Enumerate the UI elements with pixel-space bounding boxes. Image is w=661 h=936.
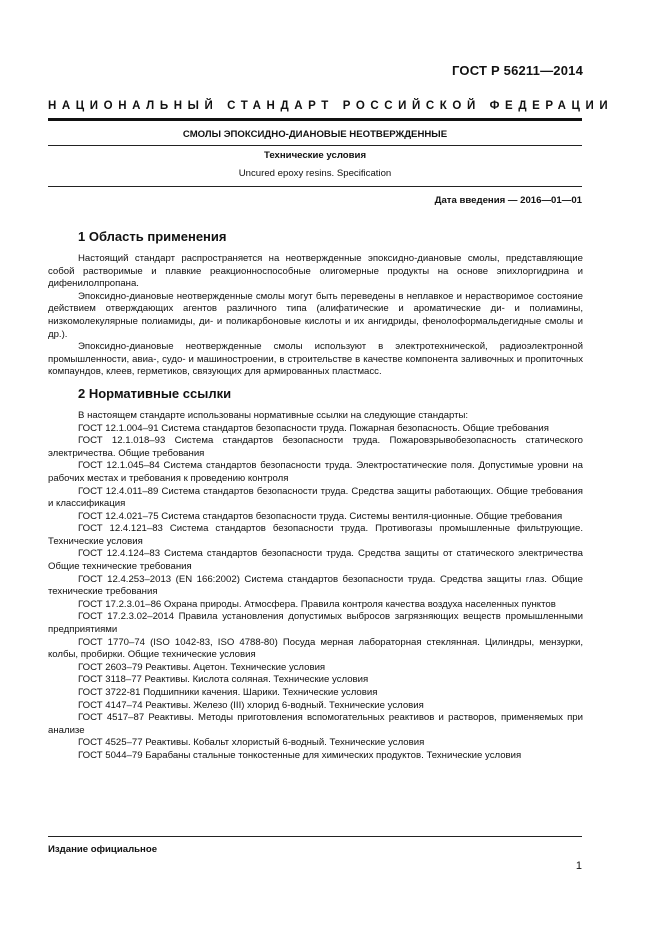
reference-item: ГОСТ 12.4.011–89 Система стандартов безопасности труда. Средства защиты работающих. Общие требования и классификация — [48, 485, 583, 510]
edition-label: Издание официальное — [48, 844, 158, 855]
document-code: ГОСТ Р 56211—2014 — [452, 63, 583, 78]
title-divider — [48, 145, 582, 146]
reference-item: ГОСТ 12.1.045–84 Система стандартов безопасности труда. Электростатические поля. Допустимые уровни на рабочих местах и требования к проведению контроля — [48, 460, 583, 484]
page-number: 1 — [575, 860, 582, 872]
reference-item: ГОСТ 12.4.021–75 Система стандартов безопасности труда. Системы вентиля-ционные. Общие требования — [78, 510, 563, 522]
reference-item: ГОСТ 4517–87 Реактивы. Методы приготовления вспомогательных реактивов и растворов, применяемых при анализе — [48, 712, 583, 736]
document-body — [48, 229, 583, 763]
reference-item: ГОСТ 12.1.018–93 Система стандартов безопасности труда. Пожаровзрывобезопасность статического электричества. Общие требования — [48, 435, 583, 459]
section-heading: 2 Нормативные ссылки — [78, 385, 232, 401]
reference-item: ГОСТ 4147–74 Реактивы. Железо (III) хлорид 6-водный. Технические условия — [78, 699, 424, 711]
reference-item: ГОСТ 17.2.3.01–86 Охрана природы. Атмосфера. Правила контроля качества воздуха населенных пунктов — [78, 598, 556, 610]
paragraph: Эпоксидно-диановые неотвержденные смолы используют в электротехнической, радиоэлектронной промышленности, авиа-, судо- и машиностроении, в строительстве в качестве компонента заливочных и пропиточных компаундов, клеев, герметиков, связующих для армированных пластмасс. — [48, 341, 583, 378]
reference-item: ГОСТ 1770–74 (ISO 1042-83, ISO 4788-80) Посуда мерная лабораторная стеклянная. Цилиндры, мензурки, колбы, пробирки. Общие технические условия — [48, 636, 583, 661]
paragraph: Эпоксидно-диановые неотвержденные смолы могут быть переведены в неплавкое и нерастворимое состояние действием отверждающих агентов различного типа (алифатические и ароматические ди- и полиамины, низкомолекулярные полиамиды, ди- и поликарбоновые кислоты и их ангидриды, фенолоформальдегидные смолы и др.). — [48, 290, 583, 340]
standard-label: НАЦИОНАЛЬНЫЙ СТАНДАРТ РОССИЙСКОЙ ФЕДЕРАЦИИ — [48, 100, 614, 112]
reference-item: ГОСТ 12.4.121–83 Система стандартов безопасности труда. Противогазы промышленные фильтрующие. Технические условия — [48, 523, 583, 547]
reference-item: ГОСТ 17.2.3.02–2014 Правила установления допустимых выбросов загрязняющих веществ промышленными предприятиями — [48, 611, 583, 636]
reference-item: ГОСТ 3118–77 Реактивы. Кислота соляная. Технические условия — [78, 674, 369, 686]
section-heading: 1 Область применения — [78, 229, 227, 244]
reference-item: ГОСТ 4525–77 Реактивы. Кобальт хлористый 6-водный. Технические условия — [78, 737, 425, 749]
reference-item: ГОСТ 3722-81 Подшипники качения. Шарики. Технические условия — [78, 687, 378, 698]
reference-item: ГОСТ 5044–79 Барабаны стальные тонкостенные для химических продуктов. Технические условия — [78, 749, 522, 761]
title-bottom-divider — [48, 186, 582, 187]
reference-item: ГОСТ 12.4.124–83 Система стандартов безопасности труда. Средства защиты от статического электричества Общие технические требования — [48, 548, 583, 573]
reference-item: ГОСТ 12.4.253–2013 (EN 166:2002) Система стандартов безопасности труда. Средства защиты глаз. Общие технические требования — [48, 573, 583, 598]
header-thick-rule — [48, 118, 582, 121]
reference-item: ГОСТ 2603–79 Реактивы. Ацетон. Технические условия — [78, 661, 326, 673]
document-subtitle: Технические условия — [263, 150, 367, 161]
introduction-date: Дата введения — 2016—01—01 — [434, 195, 582, 206]
document-title-english: Uncured epoxy resins. Specification — [238, 168, 392, 179]
document-title: СМОЛЫ ЭПОКСИДНО-ДИАНОВЫЕ НЕОТВЕРЖДЕННЫЕ — [182, 129, 448, 140]
paragraph: В настоящем стандарте использованы нормативные ссылки на следующие стандарты: — [78, 409, 469, 421]
reference-item: ГОСТ 12.1.004–91 Система стандартов безопасности труда. Пожарная безопасность. Общие требования — [78, 422, 549, 434]
footer-rule — [48, 836, 582, 837]
paragraph: Настоящий стандарт распространяется на неотвержденные эпоксидно-диановые смолы, представляющие собой растворимые и плавкие реакционноспособные олигомерные продукты на основе эпихлоргидрина и дифенилолпропана. — [48, 253, 583, 290]
